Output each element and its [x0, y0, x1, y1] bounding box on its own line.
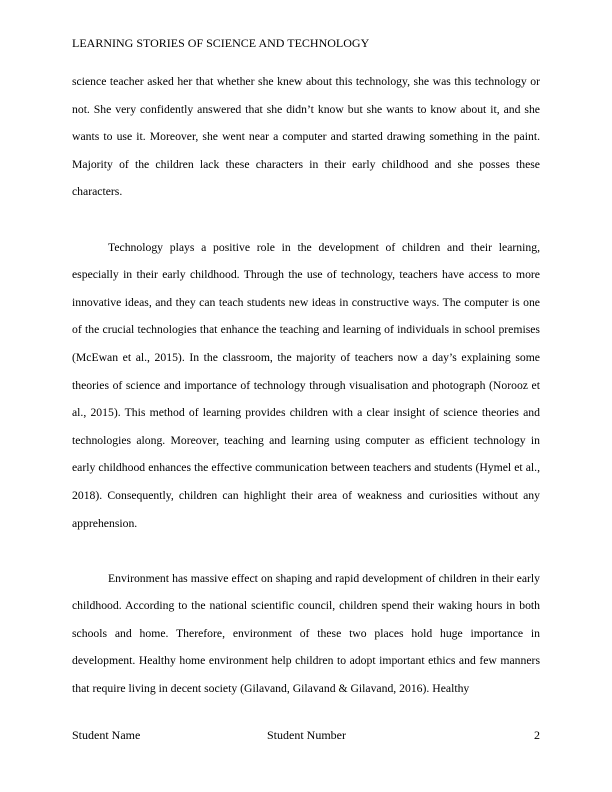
paragraph-technology: Technology plays a positive role in the development of children and their learning, especially in their early childhood. Through the use of technology, teachers have access to more innovative ideas, and they can teach students new ideas in constructive ways. The computer is one of the crucial technologies that enhance the teaching and learning of individuals in school premises (McEwan et al., 2015). In the classroom, the majority of teachers now a day’s explaining some theories of science and importance of technology through visualisation and photograph (Norooz et al., 2015). This method of learning provides children with a clear insight of science theories and technologies along. Moreover, teaching and learning using computer as efficient technology in early childhood enhances the effective communication between teachers and students (Hymel et al., 2018). Consequently, children can highlight their area of weakness and curiosities without any apprehension.	[72, 240, 540, 530]
paragraph-spacer	[72, 537, 540, 565]
body-text	[72, 68, 540, 702]
paragraph-continued: science teacher asked her that whether she knew about this technology, she was this technology or not. She very confidently answered that she didn’t know but she wants to know about it, and she wants to use it. Moreover, she went near a computer and started drawing something in the paint. Majority of the children lack these characters in their early childhood and she posses these characters.	[72, 75, 540, 199]
running-header: LEARNING STORIES OF SCIENCE AND TECHNOLOGY	[72, 36, 370, 50]
paragraph-environment: Environment has massive effect on shaping and rapid development of children in their early childhood. According to the national scientific council, children spend their waking hours in both schools and home. Therefore, environment of these two places hold huge importance in development. Healthy home environment help children to adopt important ethics and few manners that require living in decent society (Gilavand, Gilavand & Gilavand, 2016). Healthy	[72, 571, 540, 696]
footer-student-number: Student Number	[267, 728, 346, 742]
page-number: 2	[534, 728, 540, 742]
footer-student-name: Student Name	[72, 728, 141, 742]
paragraph-spacer	[72, 206, 540, 234]
